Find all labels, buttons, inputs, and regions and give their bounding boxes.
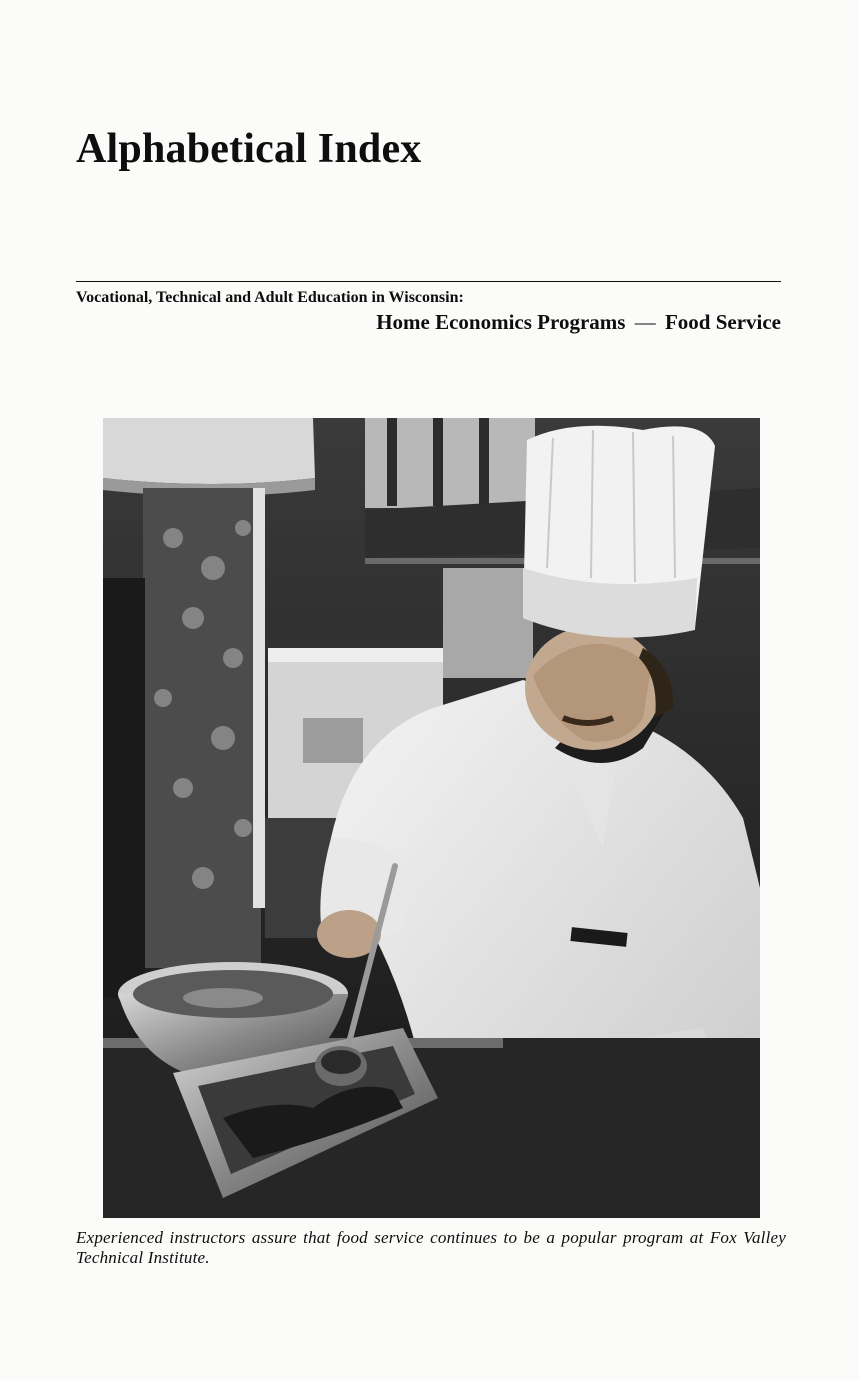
chef-photo [103,418,760,1218]
subject-part-1: Home Economics Programs [376,310,626,334]
subject-part-2: Food Service [664,310,781,334]
page-title: Alphabetical Index [76,126,422,172]
photo-caption: Experienced instructors assure that food service continues to be a popular program at Fox Valley Technical Institute. [76,1228,786,1267]
subject-separator: — [634,310,656,334]
series-title: Vocational, Technical and Adult Education in Wisconsin: [76,289,464,306]
subject-title [376,310,781,335]
header-rule [76,281,781,282]
